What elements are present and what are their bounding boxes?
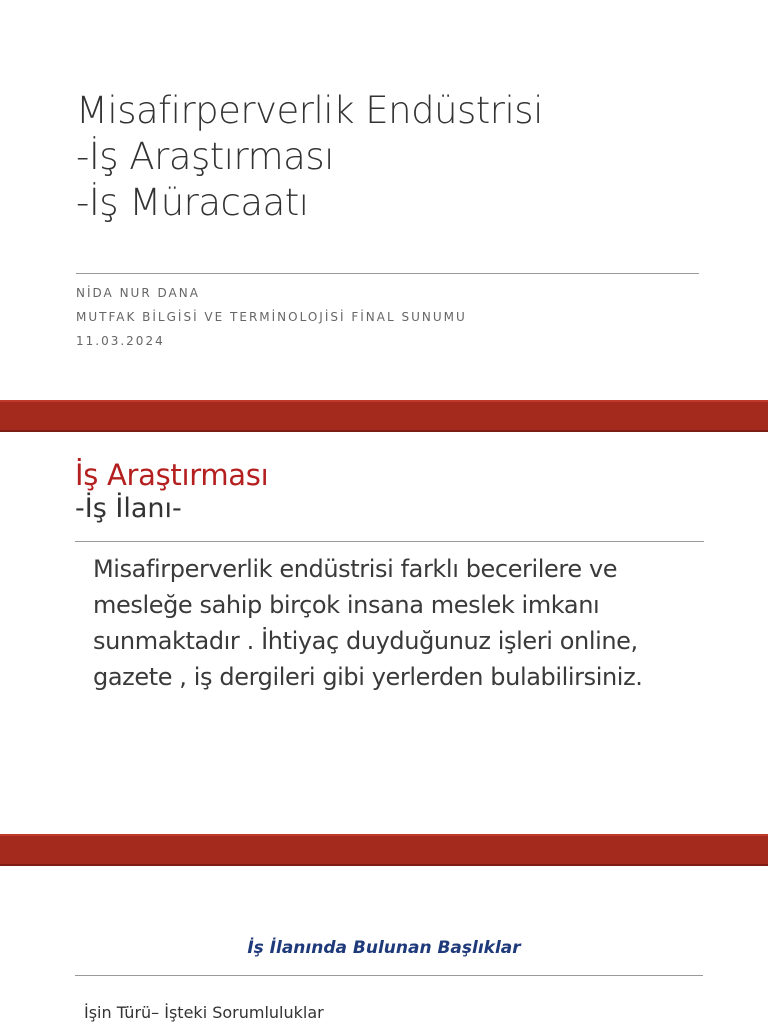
body-line: gazete , iş dergileri gibi yerlerden bulabilirsiniz. — [93, 663, 643, 691]
slide-title — [76, 88, 716, 226]
body-line: Misafirperverlik endüstrisi farklı becerilere ve — [93, 555, 618, 583]
author-name: NİDA NUR DANA — [76, 286, 200, 300]
body-paragraph — [93, 551, 713, 695]
slide-subtitle — [76, 281, 696, 353]
section-heading: İş Araştırması — [75, 458, 269, 492]
heading-divider — [75, 975, 703, 976]
slide-separator-band — [0, 400, 768, 432]
title-divider — [76, 273, 699, 274]
slide-1 — [0, 0, 768, 400]
title-line: -İş Araştırması — [76, 135, 334, 178]
slide-separator-band — [0, 834, 768, 866]
section-subheading: -İş İlanı- — [75, 493, 182, 524]
title-line: -İş Müracaatı — [76, 181, 309, 224]
title-line: Misafirperverlik Endüstrisi — [76, 89, 543, 132]
list-item: İşin Türü– İşteki Sorumluluklar — [84, 1003, 324, 1022]
presentation-course: MUTFAK BİLGİSİ VE TERMİNOLOJİSİ FİNAL SUNUMU — [76, 310, 467, 324]
slide-3 — [0, 866, 768, 1024]
section-heading: İş İlanında Bulunan Başlıklar — [247, 938, 521, 958]
body-line: sunmaktadır . İhtiyaç duyduğunuz işleri online, — [93, 627, 638, 655]
slide-2 — [0, 432, 768, 834]
body-line: mesleğe sahip birçok insana meslek imkanı — [93, 591, 600, 619]
heading-divider — [75, 541, 704, 542]
presentation-date: 11.03.2024 — [76, 334, 165, 348]
